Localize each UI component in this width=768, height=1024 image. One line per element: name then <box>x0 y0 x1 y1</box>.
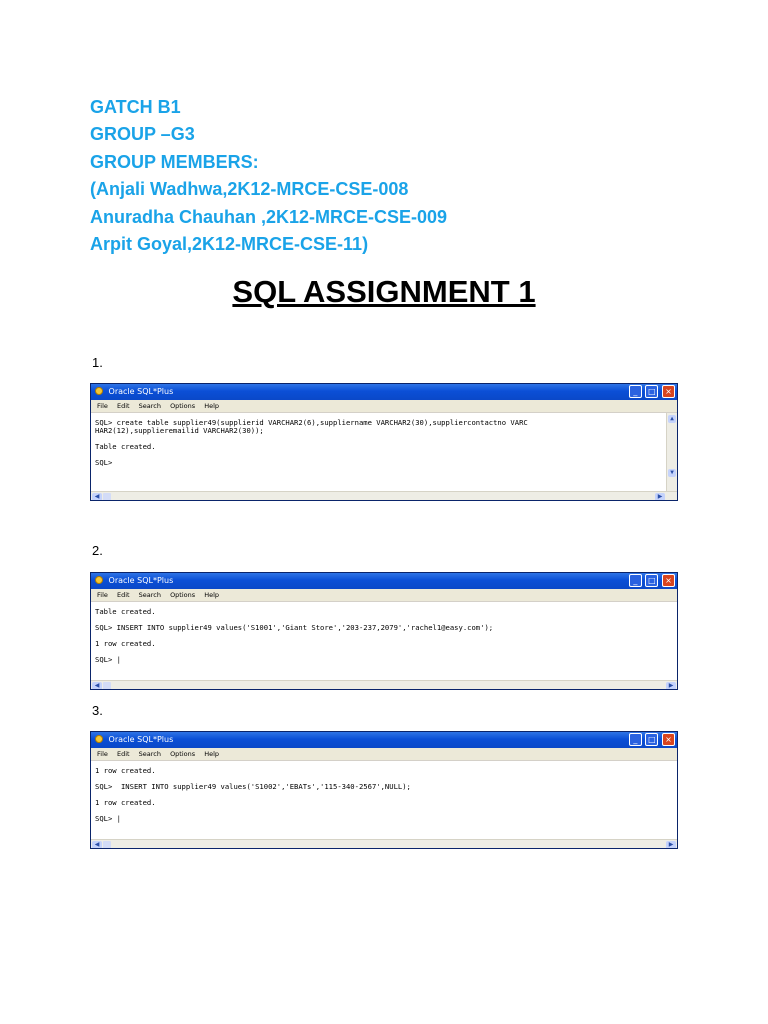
console-area[interactable] <box>91 761 677 839</box>
window-title: Oracle SQL*Plus <box>108 576 174 585</box>
question-number-1: 1. <box>92 355 103 370</box>
close-button[interactable]: × <box>662 733 675 746</box>
scroll-up-icon[interactable]: ▲ <box>668 415 676 423</box>
page-title: SQL ASSIGNMENT 1 <box>232 274 536 309</box>
menu-help[interactable]: Help <box>204 402 220 410</box>
header-block <box>90 94 447 258</box>
scroll-thumb[interactable] <box>103 682 111 690</box>
menu-help[interactable]: Help <box>204 591 220 599</box>
sqlplus-window-3 <box>90 731 678 849</box>
member-1: (Anjali Wadhwa,2K12-MRCE-CSE-008 <box>90 179 409 200</box>
window-titlebar[interactable] <box>91 384 677 400</box>
menu-search[interactable]: Search <box>138 402 161 410</box>
menu-options[interactable]: Options <box>170 750 196 758</box>
scroll-left-icon[interactable]: ◀ <box>92 493 102 501</box>
question-number-3: 3. <box>92 703 103 718</box>
console-output: 1 row created. SQL> INSERT INTO supplier49 values('S1002','EBATs','115-340-2567',NULL); 1 row created. SQL> | <box>95 766 411 823</box>
horizontal-scrollbar[interactable] <box>91 680 677 690</box>
window-title: Oracle SQL*Plus <box>108 735 174 744</box>
close-button[interactable]: × <box>662 385 675 398</box>
menu-search[interactable]: Search <box>138 591 161 599</box>
scroll-thumb[interactable] <box>103 841 111 849</box>
scroll-right-icon[interactable]: ▶ <box>666 682 676 690</box>
minimize-button[interactable]: _ <box>629 574 642 587</box>
scroll-thumb[interactable] <box>103 493 111 501</box>
menu-bar <box>91 748 677 761</box>
maximize-button[interactable]: □ <box>645 733 658 746</box>
menu-help[interactable]: Help <box>204 750 220 758</box>
menu-options[interactable]: Options <box>170 591 196 599</box>
minimize-button[interactable]: _ <box>629 733 642 746</box>
window-titlebar[interactable] <box>91 573 677 589</box>
menu-file[interactable]: File <box>97 402 108 410</box>
menu-edit[interactable]: Edit <box>116 591 130 599</box>
scroll-left-icon[interactable]: ◀ <box>92 841 102 849</box>
batch-label: GATCH B1 <box>90 97 181 117</box>
menu-bar <box>91 589 677 602</box>
maximize-button[interactable]: □ <box>645 574 658 587</box>
menu-options[interactable]: Options <box>170 402 196 410</box>
horizontal-scrollbar[interactable] <box>91 491 677 501</box>
scroll-left-icon[interactable]: ◀ <box>92 682 102 690</box>
vertical-scrollbar[interactable] <box>666 413 677 491</box>
sqlplus-app-icon <box>95 735 103 743</box>
group-label: GROUP –G3 <box>90 124 195 145</box>
console-area[interactable] <box>91 602 677 680</box>
menu-file[interactable]: File <box>97 591 108 599</box>
sqlplus-app-icon <box>95 576 103 584</box>
scroll-down-icon[interactable]: ▼ <box>668 469 676 477</box>
menu-edit[interactable]: Edit <box>116 750 130 758</box>
scroll-right-icon[interactable]: ▶ <box>666 841 676 849</box>
sqlplus-app-icon <box>95 387 103 395</box>
menu-bar <box>91 400 677 413</box>
members-heading: GROUP MEMBERS: <box>90 151 259 172</box>
window-title: Oracle SQL*Plus <box>108 387 174 396</box>
member-3: Arpit Goyal,2K12-MRCE-CSE-11) <box>90 234 369 255</box>
menu-search[interactable]: Search <box>138 750 161 758</box>
scroll-right-icon[interactable]: ▶ <box>655 493 665 501</box>
member-2: Anuradha Chauhan ,2K12-MRCE-CSE-009 <box>90 206 448 227</box>
menu-edit[interactable]: Edit <box>116 402 130 410</box>
window-titlebar[interactable] <box>91 732 677 748</box>
console-output: SQL> create table supplier49(supplierid VARCHAR2(6),suppliername VARCHAR2(30),suppliercontactno VARC HAR2(12),supplieremailid VARCHAR2(30)); Table created. SQL> <box>95 418 528 467</box>
minimize-button[interactable]: _ <box>629 385 642 398</box>
maximize-button[interactable]: □ <box>645 385 658 398</box>
sqlplus-window-1 <box>90 383 678 501</box>
horizontal-scrollbar[interactable] <box>91 839 677 849</box>
console-area[interactable] <box>91 413 677 491</box>
console-output: Table created. SQL> INSERT INTO supplier49 values('S1001','Giant Store','203-237,2079','rachel1@easy.com'); 1 row created. SQL> | <box>95 607 494 664</box>
sqlplus-window-2 <box>90 572 678 690</box>
question-number-2: 2. <box>92 543 103 558</box>
menu-file[interactable]: File <box>97 750 108 758</box>
close-button[interactable]: × <box>662 574 675 587</box>
